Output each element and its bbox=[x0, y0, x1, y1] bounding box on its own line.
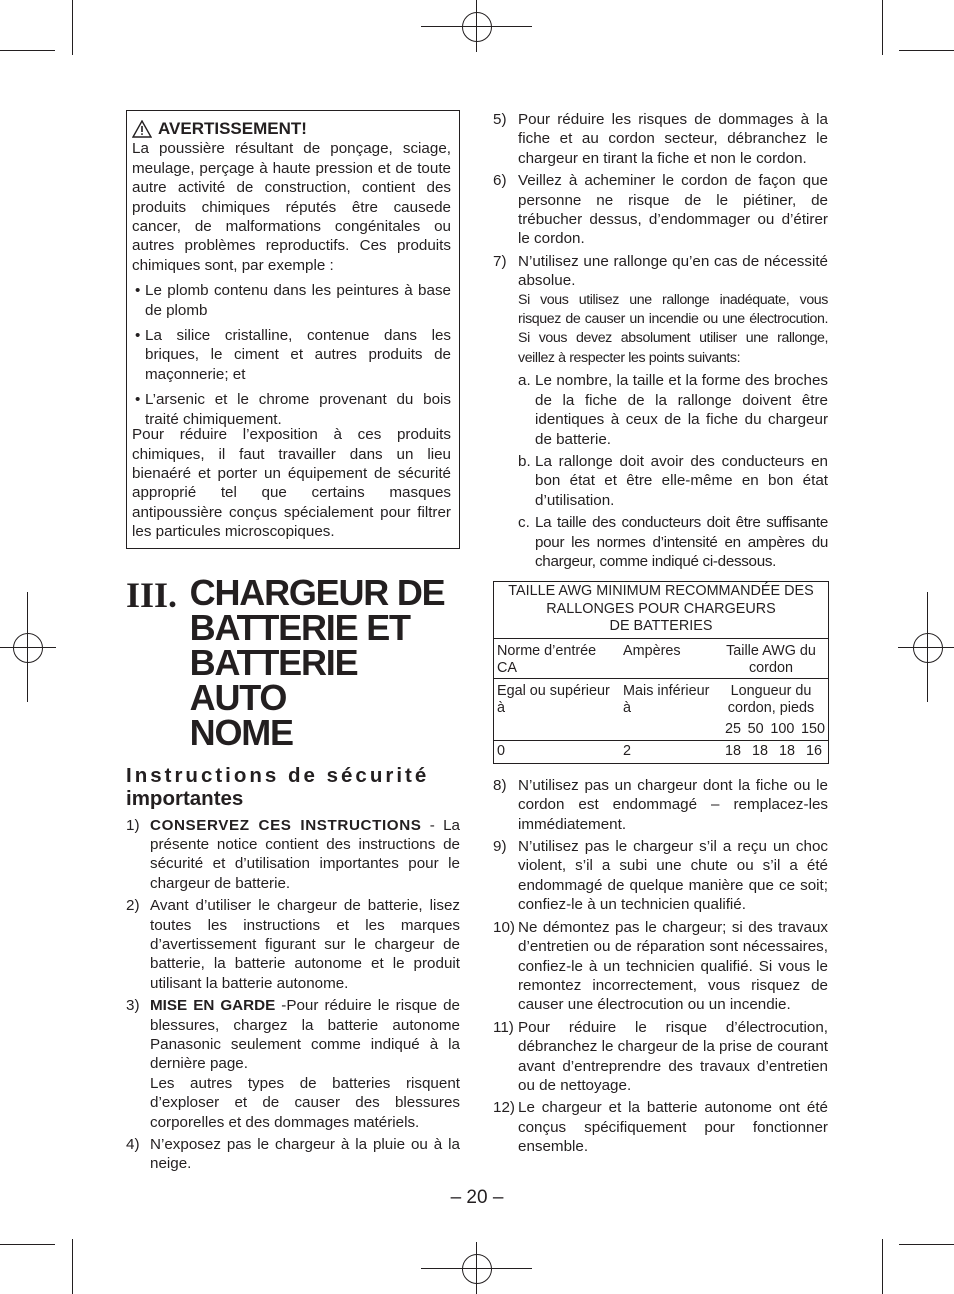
item-number: 4) bbox=[126, 1136, 140, 1154]
item-text: N’exposez pas le chargeur à la pluie ou à la neige. bbox=[150, 1136, 460, 1173]
item-text: - La présente notice contient des instructions de sécurité et d’utilisation importantes pour le chargeur de batterie. bbox=[150, 816, 460, 892]
list-item bbox=[493, 776, 828, 834]
item-number: 3) bbox=[126, 997, 140, 1015]
sub-item bbox=[518, 513, 828, 571]
item-text: Veillez à acheminer le cordon de façon que personne ne risque de le piétiner, de trébucher dessus, d’endommager ou d’étirer le cordon. bbox=[518, 172, 828, 248]
table-subheader: Longueur du cordon, pieds bbox=[727, 682, 815, 717]
warning-title-text: AVERTISSEMENT! bbox=[158, 119, 307, 138]
section-title-line: BATTERIE AUTO bbox=[189, 641, 358, 718]
caption-line: RALLONGES POUR CHARGEURS bbox=[546, 600, 776, 617]
item-bold: MISE EN GARDE bbox=[150, 997, 276, 1015]
section-title-line: NOME bbox=[189, 711, 293, 753]
item-number: 6) bbox=[493, 172, 507, 190]
right-column bbox=[493, 110, 828, 1157]
item-number: 8) bbox=[493, 776, 507, 794]
item-bold: CONSERVEZ CES INSTRUCTIONS bbox=[150, 816, 422, 834]
section-title-line: CHARGEUR DE bbox=[189, 571, 445, 613]
item-text: N’utilisez pas le chargeur s’il a reçu un choc violent, s’il a subi une chute ou s’il a été endommagé de quelque manière que ce soit; confiez-le à un technicien qualifié. bbox=[518, 838, 828, 914]
table-header: Taille AWG du cordon bbox=[714, 638, 829, 678]
sub-item bbox=[518, 452, 828, 510]
table-subheader: Mais inférieur à bbox=[620, 678, 714, 741]
item-text: Pour réduire les risques de dommages à la fiche et au cordon secteur, débranchez le chargeur en tirant la fiche et non le cordon. bbox=[518, 111, 828, 167]
awg-table bbox=[493, 581, 829, 764]
item-number: 11) bbox=[493, 1018, 514, 1036]
sub-text: La rallonge doit avoir des conducteurs en bon état et être elle-même en bon état d’utilisation. bbox=[535, 452, 828, 509]
item-number: 2) bbox=[126, 897, 140, 915]
sub-item bbox=[518, 371, 828, 449]
item-number: 12) bbox=[493, 1099, 515, 1117]
sub-text: La taille des conducteurs doit être suffisante pour les normes d’intensité en ampères du chargeur, comme indiqué ci-dessous. bbox=[535, 514, 828, 570]
list-item bbox=[493, 837, 828, 915]
item-number: 1) bbox=[126, 816, 140, 834]
section-title bbox=[189, 571, 460, 753]
sub-letter: c. bbox=[518, 514, 530, 532]
section-heading bbox=[126, 571, 460, 753]
list-item bbox=[126, 996, 460, 1132]
length-cell: 50 bbox=[747, 720, 764, 737]
length-cell: 100 bbox=[770, 720, 795, 737]
table-row bbox=[494, 678, 829, 741]
awg-cell: 18 bbox=[725, 743, 742, 760]
table-subheader: Egal ou supérieur à bbox=[494, 678, 621, 741]
awg-cell: 18 bbox=[778, 743, 795, 760]
page-number: – 20 – bbox=[450, 1187, 504, 1208]
warning-triangle-icon bbox=[132, 120, 152, 138]
caption-line: TAILLE AWG MINIMUM RECOMMANDÉE DES bbox=[508, 583, 814, 600]
item-text: Ne démontez pas le chargeur; si des travaux d’entretien ou de réparation sont nécessaires, confiez-le à un technicien qualifié. Si vous le remontez incorrectement, vous risquez de causer une électrocution ou un incendie. bbox=[518, 918, 828, 1014]
warning-outro: Pour réduire l’exposition à ces produits chimiques, il faut travailler dans un lieu bienaéré et porter un équipement de sécurité approprié tel que certains masques antipoussière conçus spécialement pour filtrer les particules microscopiques. bbox=[132, 426, 451, 541]
length-cell: 150 bbox=[800, 720, 825, 737]
item-note: Si vous utilisez une rallonge inadéquate, vous risquez de causer un incendie ou une électrocution. Si vous devez absolument utiliser une rallonge, veillez à respecter les points suivants: bbox=[518, 291, 828, 366]
warning-intro: La poussière résultant de ponçage, sciage, meulage, perçage à haute pression et de toute autre activité de construction, contient des produits chimiques réputés être causede cancer, de malformations congénitales ou autres problèmes reproductifs. Ces produits chimiques sont, par exemple : bbox=[132, 140, 451, 274]
sub-letter: a. bbox=[518, 372, 531, 390]
item-text: N’utilisez une rallonge qu’en cas de nécessité absolue. bbox=[518, 252, 828, 290]
subheading-line: Instructions de sécurité bbox=[126, 763, 430, 787]
item-text: Pour réduire le risque d’électrocution, débranchez le chargeur de la prise de courant avant d’entreprendre des travaux d’entretien ou de nettoyage. bbox=[518, 1018, 828, 1094]
item-number: 10) bbox=[493, 918, 515, 936]
list-item bbox=[493, 1018, 828, 1096]
table-header: Ampères bbox=[620, 638, 714, 678]
table-row bbox=[494, 741, 829, 764]
list-item bbox=[493, 918, 828, 1015]
subheading-line: importantes bbox=[126, 786, 244, 810]
item-number: 7) bbox=[493, 252, 507, 270]
list-item bbox=[493, 110, 828, 168]
warning-box bbox=[126, 110, 460, 549]
warning-bullet: • L’arsenic et le chrome provenant du bois traité chimiquement. bbox=[132, 390, 451, 429]
list-item bbox=[126, 816, 460, 894]
length-cell: 25 bbox=[725, 720, 742, 737]
item-text: N’utilisez pas un chargeur dont la fiche ou le cordon est endommagé – remplacez-les immédiatement. bbox=[518, 776, 828, 833]
section-title-line: BATTERIE ET bbox=[189, 606, 410, 648]
list-item bbox=[493, 252, 828, 572]
list-item bbox=[126, 1135, 460, 1174]
table-header: Norme d’entrée CA bbox=[494, 638, 621, 678]
warning-title bbox=[132, 119, 451, 138]
table-caption bbox=[494, 582, 829, 639]
item-text: Le chargeur et la batterie autonome ont été conçus spécifiquement pour fonctionner ensemble. bbox=[518, 1099, 828, 1156]
item-text: Avant d’utiliser le chargeur de batterie, lisez toutes les instructions et les marques d’avertissement figurant sur le chargeur de batterie, la batterie autonome et le produit utilisant la batterie autonome. bbox=[150, 897, 460, 992]
section-number: III. bbox=[126, 574, 178, 615]
list-item bbox=[493, 1098, 828, 1156]
item-text: -Pour réduire le risque de blessures, chargez la batterie autonome Panasonic seulement comme indiqué à la dernière page. bbox=[150, 997, 461, 1073]
table-cell: 0 bbox=[494, 741, 621, 764]
warning-bullet: • Le plomb contenu dans les peintures à base de plomb bbox=[132, 281, 451, 320]
item-number: 5) bbox=[493, 111, 507, 128]
item-number: 9) bbox=[493, 838, 507, 856]
item-extra: Les autres types de batteries risquent d’exploser et de causer des blessures corporelles et des dommages matériels. bbox=[150, 1074, 460, 1131]
table-cell: 2 bbox=[620, 741, 714, 764]
left-column bbox=[126, 110, 460, 1174]
subheading bbox=[126, 764, 460, 810]
awg-cell: 16 bbox=[805, 743, 822, 760]
list-item bbox=[493, 171, 828, 249]
caption-line: DE BATTERIES bbox=[609, 618, 713, 635]
sub-text: Le nombre, la taille et la forme des broches de la fiche de la rallonge doivent être identiques à ceux de la fiche du chargeur de batterie. bbox=[535, 372, 828, 448]
sub-letter: b. bbox=[518, 452, 531, 470]
awg-cell: 18 bbox=[751, 743, 768, 760]
list-item bbox=[126, 896, 460, 993]
warning-bullet: • La silice cristalline, contenue dans les briques, le ciment et autres produits de maçonnerie; et bbox=[132, 326, 451, 384]
table-row bbox=[494, 638, 829, 678]
